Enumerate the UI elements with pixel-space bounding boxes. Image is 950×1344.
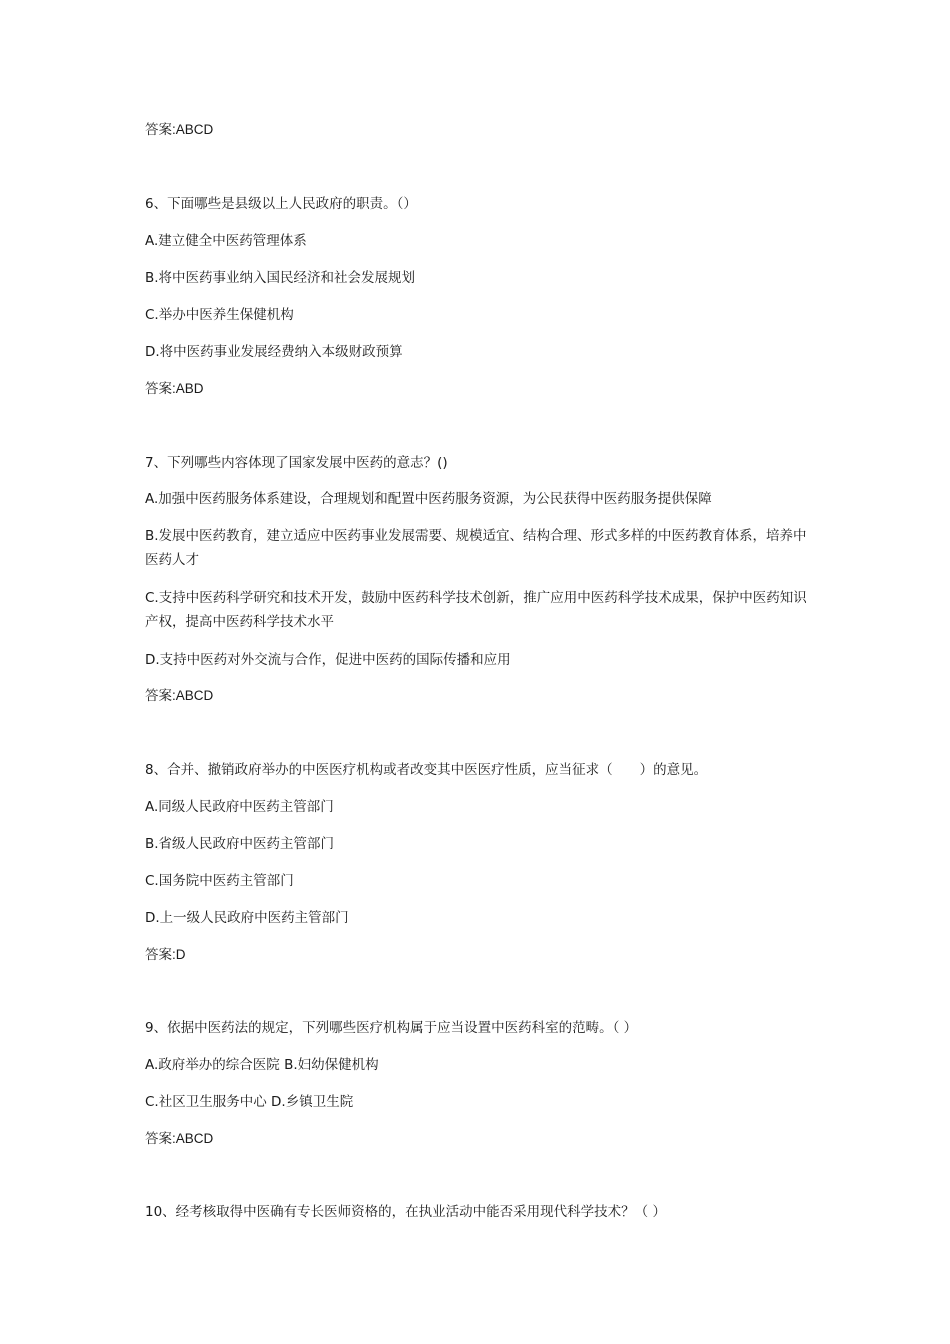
question-8-option-b: B.省级人民政府中医药主管部门 (145, 836, 335, 852)
question-7-option-c: C.支持中医药科学研究和技术开发，鼓励中医药科学技术创新，推广应用中医药科学技术成果，保护中医药知识产权，提高中医药科学技术水平 (145, 590, 807, 630)
answer-7: 答案:ABCD (145, 688, 214, 703)
answer-6: 答案:ABD (145, 381, 204, 396)
question-8-option-c: C.国务院中医药主管部门 (145, 873, 294, 889)
answer-8: 答案:D (145, 947, 186, 962)
question-8: 8、合并、撤销政府举办的中医医疗机构或者改变其中医医疗性质，应当征求（ ）的意见。 (145, 762, 708, 778)
question-6-option-d: D.将中医药事业发展经费纳入本级财政预算 (145, 344, 403, 360)
question-7-option-a: A.加强中医药服务体系建设，合理规划和配置中医药服务资源，为公民获得中医药服务提供保障 (145, 491, 712, 507)
question-9: 9、依据中医药法的规定，下列哪些医疗机构属于应当设置中医药科室的范畴。（ ） (145, 1020, 638, 1036)
question-6-option-a: A.建立健全中医药管理体系 (145, 233, 307, 249)
question-7-option-b: B.发展中医药教育，建立适应中医药事业发展需要、规模适宜、结构合理、形式多样的中医药教育体系，培养中医药人才 (145, 528, 807, 568)
question-6-option-c: C.举办中医养生保健机构 (145, 307, 294, 323)
question-6-option-b: B.将中医药事业纳入国民经济和社会发展规划 (145, 270, 416, 286)
question-9-options-ab: A.政府举办的综合医院 B.妇幼保健机构 (145, 1057, 379, 1073)
question-7-option-d: D.支持中医药对外交流与合作，促进中医药的国际传播和应用 (145, 652, 511, 668)
question-7: 7、下列哪些内容体现了国家发展中医药的意志？() (145, 455, 448, 471)
answer-9: 答案:ABCD (145, 1131, 214, 1146)
answer-5: 答案:ABCD (145, 122, 214, 137)
question-8-option-d: D.上一级人民政府中医药主管部门 (145, 910, 349, 926)
question-9-options-cd: C.社区卫生服务中心 D.乡镇卫生院 (145, 1094, 354, 1110)
question-8-option-a: A.同级人民政府中医药主管部门 (145, 799, 334, 815)
question-6: 6、下面哪些是县级以上人民政府的职责。（） (145, 196, 417, 212)
question-10: 10、经考核取得中医确有专长医师资格的，在执业活动中能否采用现代科学技术？（ ） (145, 1204, 666, 1220)
